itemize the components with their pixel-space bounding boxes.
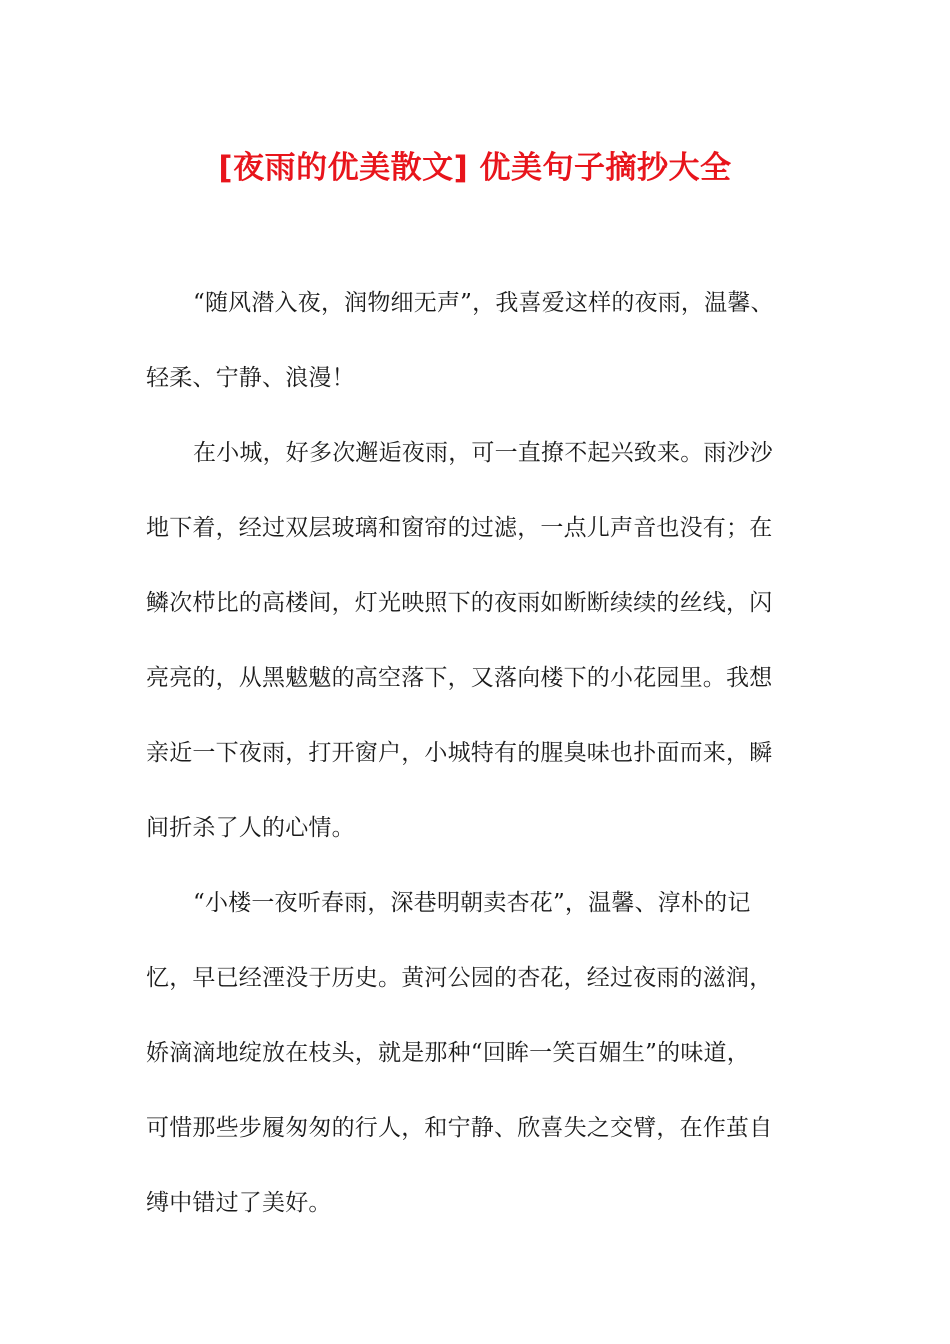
text-line: 轻柔、宁静、浪漫！: [146, 365, 355, 391]
paragraph-1: [146, 282, 806, 432]
text-line: 娇滴滴地绽放在枝头，就是那种“回眸一笑百媚生”的味道，: [146, 1040, 750, 1066]
text-line: 忆，早已经湮没于历史。黄河公园的杏花，经过夜雨的滋润，: [146, 965, 773, 991]
document-body: [146, 282, 806, 1257]
paragraph-2: [146, 432, 806, 882]
text-line: 亮亮的，从黑魃魃的高空落下，又落向楼下的小花园里。我想: [146, 665, 773, 691]
text-line: 亲近一下夜雨，打开窗户，小城特有的腥臭味也扑面而来，瞬: [146, 740, 773, 766]
text-line: 间折杀了人的心情。: [146, 815, 355, 841]
document-title: [夜雨的优美散文] 优美句子摘抄大全: [218, 150, 732, 186]
paragraph-3: [146, 882, 806, 1257]
text-line: “小楼一夜听春雨，深巷明朝卖杏花”，温馨、淳朴的记: [193, 890, 751, 916]
text-line: 缚中错过了美好。: [146, 1190, 332, 1216]
text-line: 地下着，经过双层玻璃和窗帘的过滤，一点儿声音也没有；在: [146, 515, 773, 541]
text-line: 在小城，好多次邂逅夜雨，可一直撩不起兴致来。雨沙沙: [193, 440, 773, 466]
text-line: “随风潜入夜，润物细无声”，我喜爱这样的夜雨，温馨、: [193, 290, 774, 316]
text-line: 可惜那些步履匆匆的行人，和宁静、欣喜失之交臂，在作茧自: [146, 1115, 773, 1141]
text-line: 鳞次栉比的高楼间，灯光映照下的夜雨如断断续续的丝线，闪: [146, 590, 773, 616]
